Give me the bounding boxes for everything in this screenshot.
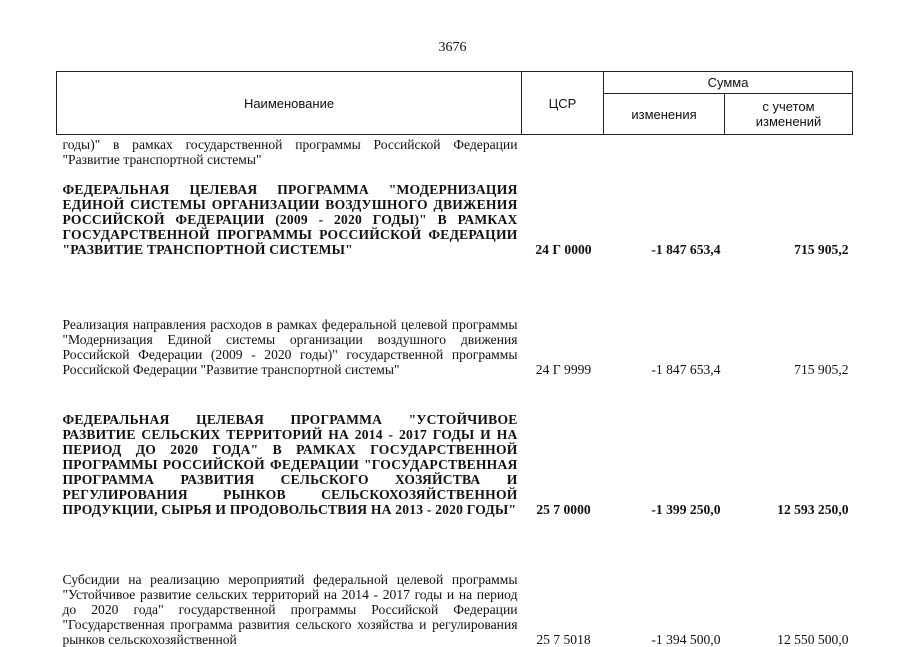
row-csr: [522, 135, 604, 168]
table-row: [57, 135, 853, 168]
header-total: с учетом изменений: [725, 94, 853, 135]
table-row: [57, 257, 853, 377]
header-csr: ЦСР: [522, 72, 604, 135]
header-name: Наименование: [57, 72, 522, 135]
row-total: 715 905,2: [794, 362, 849, 377]
row-change: -1 847 653,4: [651, 242, 721, 257]
header-sum: Сумма: [604, 72, 853, 94]
header-change: изменения: [604, 94, 725, 135]
row-total: 12 593 250,0: [777, 502, 849, 517]
row-name: ФЕДЕРАЛЬНАЯ ЦЕЛЕВАЯ ПРОГРАММА "МОДЕРНИЗАЦИЯ ЕДИНОЙ СИСТЕМЫ ОРГАНИЗАЦИИ ВОЗДУШНОГО ДВИЖЕНИЯ РОССИЙСКОЙ ФЕДЕРАЦИИ (2009 - 2020 ГОДЫ)" В РАМКАХ ГОСУДАРСТВЕННОЙ ПРОГРАММЫ РОССИЙСКОЙ ФЕДЕРАЦИИ "РАЗВИТИЕ ТРАНСПОРТНОЙ СИСТЕМЫ": [62, 182, 518, 257]
row-csr: 25 7 5018: [536, 632, 591, 647]
row-name: годы)" в рамках государственной программы Российской Федерации "Развитие транспортной системы": [62, 137, 518, 167]
table-row: [57, 517, 853, 647]
table-row: [57, 377, 853, 517]
table-row: [57, 167, 853, 257]
row-name: ФЕДЕРАЛЬНАЯ ЦЕЛЕВАЯ ПРОГРАММА "УСТОЙЧИВОЕ РАЗВИТИЕ СЕЛЬСКИХ ТЕРРИТОРИЙ НА 2014 - 2017 ГОДЫ И НА ПЕРИОД ДО 2020 ГОДА" В РАМКАХ ГОСУДАРСТВЕННОЙ ПРОГРАММЫ РОССИЙСКОЙ ФЕДЕРАЦИИ "ГОСУДАРСТВЕННАЯ ПРОГРАММА РАЗВИТИЯ СЕЛЬСКОГО ХОЗЯЙСТВА И РЕГУЛИРОВАНИЯ РЫНКОВ СЕЛЬСКОХОЗЯЙСТВЕННОЙ ПРОДУКЦИИ, СЫРЬЯ И ПРОДОВОЛЬСТВИЯ НА 2013 - 2020 ГОДЫ": [62, 412, 518, 517]
row-csr: 25 7 0000: [536, 502, 591, 517]
budget-table: [56, 71, 853, 647]
row-total: [725, 135, 853, 168]
row-change: [604, 135, 725, 168]
row-total: 12 550 500,0: [777, 632, 849, 647]
page-number: 3676: [438, 40, 467, 55]
row-csr: 24 Г 0000: [535, 242, 592, 257]
row-change: -1 394 500,0: [651, 632, 721, 647]
row-csr: 24 Г 9999: [535, 362, 592, 377]
row-change: -1 847 653,4: [651, 362, 721, 377]
row-total: 715 905,2: [794, 242, 849, 257]
row-name: Реализация направления расходов в рамках федеральной целевой программы "Модернизация Единой системы организации воздушного движения Российской Федерации (2009 - 2020 годы)" государственной программы Российской Федерации "Развитие транспортной системы": [62, 317, 518, 377]
row-name: Субсидии на реализацию мероприятий федеральной целевой программы "Устойчивое развитие сельских территорий на 2014 - 2017 годы и на период до 2020 года" государственной программы Российской Федерации "Государственная программа развития сельского хозяйства и регулирования рынков сельскохозяйственной: [62, 572, 518, 647]
row-change: -1 399 250,0: [651, 502, 721, 517]
table-header: [57, 72, 853, 135]
